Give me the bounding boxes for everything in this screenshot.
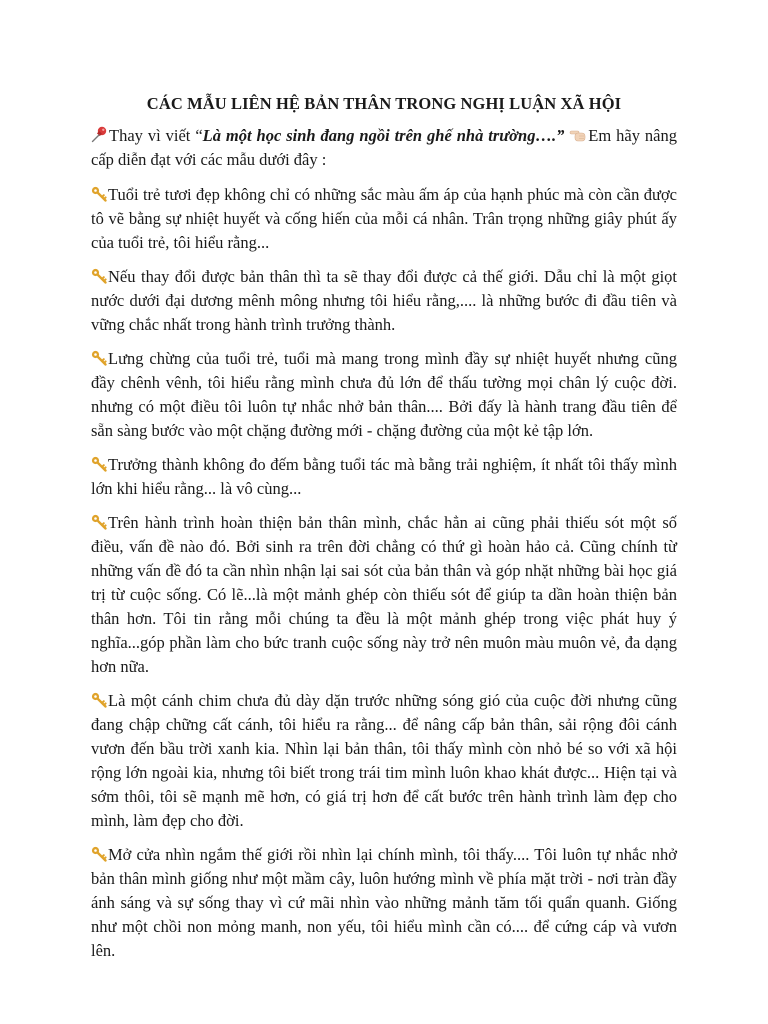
list-item-text: Tuổi trẻ tươi đẹp không chỉ có những sắc màu ấm áp của hạnh phúc mà còn cần được tô vẽ bằng sự nhiệt huyết và cống hiến của mỗi cá nhân. Trân trọng những giây phút ấy của tuổi trẻ, tôi hiểu rằng... [91,185,677,252]
list-item [91,265,677,337]
list-item-text: Trưởng thành không đo đếm bằng tuổi tác mà bằng trải nghiệm, ít nhất tôi thấy mình lớn khi hiểu rằng... là vô cùng... [91,455,677,498]
key-icon [91,186,107,202]
list-item [91,347,677,443]
key-icon [91,268,107,284]
list-item [91,453,677,501]
list-item-text: Trên hành trình hoàn thiện bản thân mình, chắc hẳn ai cũng phải thiếu sót một số điều, vấn đề nào đó. Bởi sinh ra trên đời chẳng có thứ gì hoàn hảo cả. Cũng chính từ những vấn đề đó ta cần nhìn nhận lại sai sót của bản thân và góp nhặt những bài học giá trị từ cuộc sống. Có lẽ...là một mảnh ghép còn thiếu sót để giúp ta dần hoàn thiện bản thân hơn. Tôi tin rằng mỗi chúng ta đều là một mảnh ghép trong việc phát huy ý nghĩa...góp phần làm cho bức tranh cuộc sống này trở nên muôn màu muôn vẻ, đa dạng hơn nữa. [91,513,677,676]
intro-text-before: Thay vì viết “ [109,126,203,145]
list-item [91,511,677,679]
key-icon [91,456,107,472]
intro-quote: Là một học sinh đang ngồi trên ghế nhà trường….” [202,126,565,145]
pushpin-icon [91,126,108,143]
intro-paragraph [91,124,677,172]
intro-text-after: Em hãy nâng cấp diễn đạt với các mẫu dưới đây : [91,126,677,169]
list-item-text: Mở cửa nhìn ngắm thế giới rồi nhìn lại chính mình, tôi thấy.... Tôi luôn tự nhắc nhở bản thân mình giống như một mầm cây, luôn hướng mình về phía mặt trời - nơi tràn đầy ánh sáng và sự sống thay vì cứ mãi nhìn vào những mảnh tăm tối quẩn quanh. Giống như một chồi non mỏng manh, non yếu, tôi hiểu mình cần có.... để cứng cáp và vươn lên. [91,845,677,960]
list-item-text: Là một cánh chim chưa đủ dày dặn trước những sóng gió của cuộc đời nhưng cũng đang chập chững cất cánh, tôi hiểu ra rằng... để nâng cấp bản thân, sải rộng đôi cánh vươn đến bầu trời xanh kia. Nhìn lại bản thân, tôi thấy mình còn nhỏ bé so với xã hội rộng lớn ngoài kia, nhưng tôi biết trong trái tim mình luôn khao khát được... Hiện tại và sớm thôi, tôi sẽ mạnh mẽ hơn, có giá trị hơn để cất bước trên hành trình làm đẹp cho mình, làm đẹp cho đời. [91,691,677,830]
list-item-text: Nếu thay đổi được bản thân thì ta sẽ thay đổi được cả thế giới. Dẫu chỉ là một giọt nước dưới đại dương mênh mông nhưng tôi hiểu rằng,.... là những bước đi đầu tiên và vững chắc nhất trong hành trình trưởng thành. [91,267,677,334]
list-item [91,183,677,255]
document-title: CÁC MẪU LIÊN HỆ BẢN THÂN TRONG NGHỊ LUẬN XÃ HỘI [146,94,622,113]
key-icon [91,350,107,366]
key-icon [91,692,107,708]
pointing-hand-icon [569,128,587,143]
template-list [91,183,677,963]
list-item [91,843,677,963]
key-icon [91,514,107,530]
list-item [91,689,677,833]
list-item-text: Lưng chừng của tuổi trẻ, tuổi mà mang trong mình đầy sự nhiệt huyết nhưng cũng đầy chênh vênh, tôi hiểu rằng mình chưa đủ lớn để thấu tường mọi chân lý cuộc đời. nhưng có một điều tôi luôn tự nhắc nhở bản thân.... Bởi đấy là hành trang đầu tiên để sẵn sàng bước vào một chặng đường mới - chặng đường của một kẻ tập lớn. [91,349,677,440]
key-icon [91,846,107,862]
